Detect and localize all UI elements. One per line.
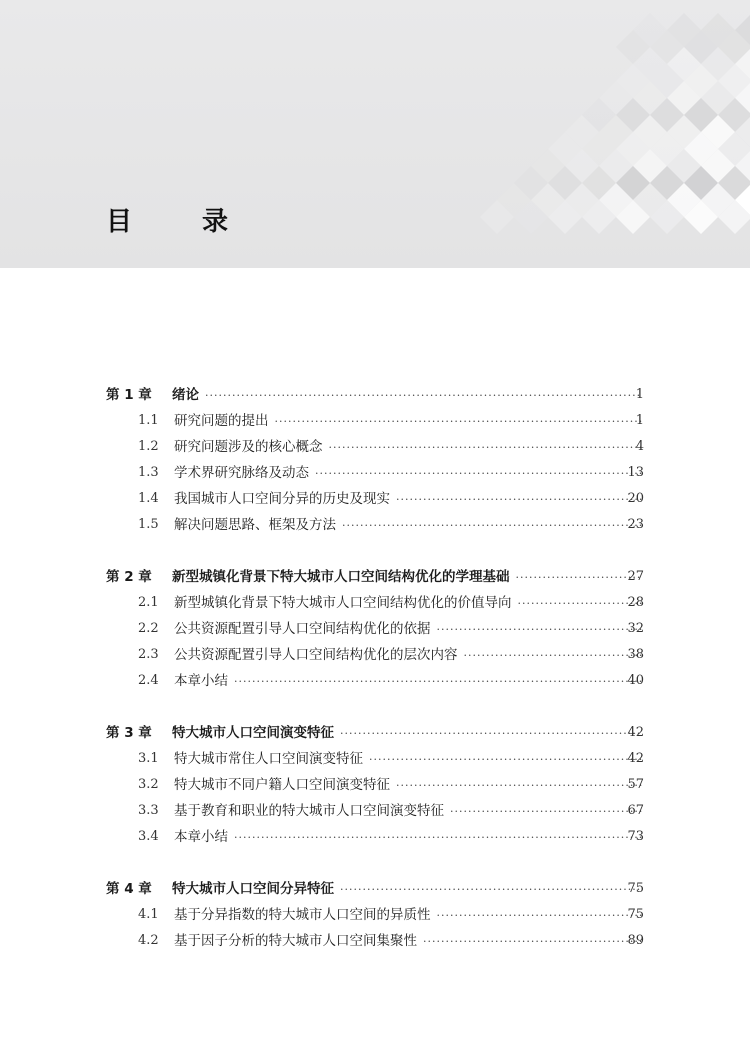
- dot-leader: [315, 463, 642, 485]
- section-number: 1.2: [138, 439, 159, 454]
- dot-leader: [340, 723, 642, 745]
- toc-section-entry[interactable]: [0, 644, 750, 666]
- dot-leader: [275, 411, 643, 433]
- section-title: 研究问题的提出: [174, 413, 269, 429]
- section-title: 本章小结: [174, 829, 228, 845]
- section-title: 基于分异指数的特大城市人口空间的异质性: [174, 907, 431, 923]
- section-title: 学术界研究脉络及动态: [174, 465, 309, 481]
- dot-leader: [396, 489, 642, 511]
- entry-title-leader: [174, 930, 642, 953]
- toc-chapter-entry[interactable]: [0, 384, 750, 406]
- entry-title-leader: [174, 774, 642, 797]
- section-title: 特大城市常住人口空间演变特征: [174, 751, 363, 767]
- entry-title-leader: [174, 800, 642, 823]
- toc-section-entry[interactable]: [0, 774, 750, 796]
- chapter-number: 第 2 章: [106, 569, 152, 585]
- toc-section-entry[interactable]: [0, 670, 750, 692]
- dot-leader: [342, 515, 642, 537]
- page-number: 67: [627, 803, 644, 818]
- section-title: 基于因子分析的特大城市人口空间集聚性: [174, 933, 417, 949]
- section-title: 解决问题思路、框架及方法: [174, 517, 336, 533]
- entry-title-leader: [172, 384, 642, 407]
- toc-section-entry[interactable]: [0, 930, 750, 952]
- toc-section-entry[interactable]: [0, 748, 750, 770]
- section-number: 3.2: [138, 777, 159, 792]
- section-number: 2.4: [138, 673, 159, 688]
- page-number: 23: [627, 517, 644, 532]
- section-title: 公共资源配置引导人口空间结构优化的层次内容: [174, 647, 458, 663]
- section-number: 3.3: [138, 803, 159, 818]
- page-number: 27: [627, 569, 644, 584]
- toc-section-entry[interactable]: [0, 826, 750, 848]
- chapter-number: 第 1 章: [106, 387, 152, 403]
- dot-leader: [437, 905, 643, 927]
- entry-title-leader: [174, 904, 642, 927]
- page-number: 1: [635, 413, 644, 428]
- entry-title-leader: [172, 722, 642, 745]
- page-number: 20: [627, 491, 644, 506]
- entry-title-leader: [174, 436, 642, 459]
- dot-leader: [234, 827, 642, 849]
- entry-title-leader: [174, 410, 642, 433]
- section-number: 4.2: [138, 933, 159, 948]
- page-number: 57: [627, 777, 644, 792]
- toc-section-entry[interactable]: [0, 618, 750, 640]
- toc-chapter-entry[interactable]: [0, 566, 750, 588]
- dot-leader: [234, 671, 642, 693]
- dot-leader: [369, 749, 642, 771]
- section-title: 我国城市人口空间分异的历史及现实: [174, 491, 390, 507]
- toc-section-entry[interactable]: [0, 488, 750, 510]
- toc-section-entry[interactable]: [0, 514, 750, 536]
- section-number: 1.5: [138, 517, 159, 532]
- section-title: 本章小结: [174, 673, 228, 689]
- page-number: 42: [627, 725, 644, 740]
- dot-leader: [423, 931, 642, 953]
- dot-leader: [329, 437, 643, 459]
- page-number: 89: [627, 933, 644, 948]
- entry-title-leader: [174, 488, 642, 511]
- page-number: 13: [627, 465, 644, 480]
- section-title: 基于教育和职业的特大城市人口空间演变特征: [174, 803, 444, 819]
- section-number: 1.4: [138, 491, 159, 506]
- entry-title-leader: [174, 592, 642, 615]
- page-number: 75: [627, 881, 644, 896]
- section-title: 新型城镇化背景下特大城市人口空间结构优化的价值导向: [174, 595, 512, 611]
- header-band: [0, 0, 750, 268]
- entry-title-leader: [174, 514, 642, 537]
- section-number: 2.2: [138, 621, 159, 636]
- page-number: 42: [627, 751, 644, 766]
- toc-section-entry[interactable]: [0, 436, 750, 458]
- dot-leader: [205, 385, 642, 407]
- section-number: 1.3: [138, 465, 159, 480]
- toc-section-entry[interactable]: [0, 800, 750, 822]
- page-number: 28: [627, 595, 644, 610]
- section-title: 研究问题涉及的核心概念: [174, 439, 323, 455]
- dot-leader: [396, 775, 642, 797]
- dot-leader: [340, 879, 642, 901]
- section-number: 3.4: [138, 829, 159, 844]
- page-number: 4: [635, 439, 644, 454]
- chapter-number: 第 4 章: [106, 881, 152, 897]
- toc-chapter-entry[interactable]: [0, 722, 750, 744]
- entry-title-leader: [174, 670, 642, 693]
- section-number: 4.1: [138, 907, 159, 922]
- entry-title-leader: [174, 618, 642, 641]
- page-number: 40: [627, 673, 644, 688]
- chapter-number: 第 3 章: [106, 725, 152, 741]
- section-number: 2.3: [138, 647, 159, 662]
- chapter-title: 绪论: [172, 387, 199, 403]
- page-number: 38: [627, 647, 644, 662]
- toc-section-entry[interactable]: [0, 904, 750, 926]
- entry-title-leader: [172, 878, 642, 901]
- section-number: 3.1: [138, 751, 159, 766]
- entry-title-leader: [174, 462, 642, 485]
- toc-section-entry[interactable]: [0, 462, 750, 484]
- page-number: 1: [635, 387, 644, 402]
- chapter-title: 特大城市人口空间演变特征: [172, 725, 334, 741]
- toc-section-entry[interactable]: [0, 592, 750, 614]
- dot-leader: [437, 619, 643, 641]
- page-number: 73: [627, 829, 644, 844]
- entry-title-leader: [174, 748, 642, 771]
- page-number: 75: [627, 907, 644, 922]
- entry-title-leader: [174, 644, 642, 667]
- section-title: 公共资源配置引导人口空间结构优化的依据: [174, 621, 431, 637]
- chapter-title: 特大城市人口空间分异特征: [172, 881, 334, 897]
- entry-title-leader: [174, 826, 642, 849]
- section-title: 特大城市不同户籍人口空间演变特征: [174, 777, 390, 793]
- page-number: 32: [627, 621, 644, 636]
- toc-chapter-entry[interactable]: [0, 878, 750, 900]
- chapter-title: 新型城镇化背景下特大城市人口空间结构优化的学理基础: [172, 569, 510, 585]
- section-number: 1.1: [138, 413, 159, 428]
- section-number: 2.1: [138, 595, 159, 610]
- page-title: 目 录: [106, 207, 251, 237]
- toc-section-entry[interactable]: [0, 410, 750, 432]
- entry-title-leader: [172, 566, 642, 589]
